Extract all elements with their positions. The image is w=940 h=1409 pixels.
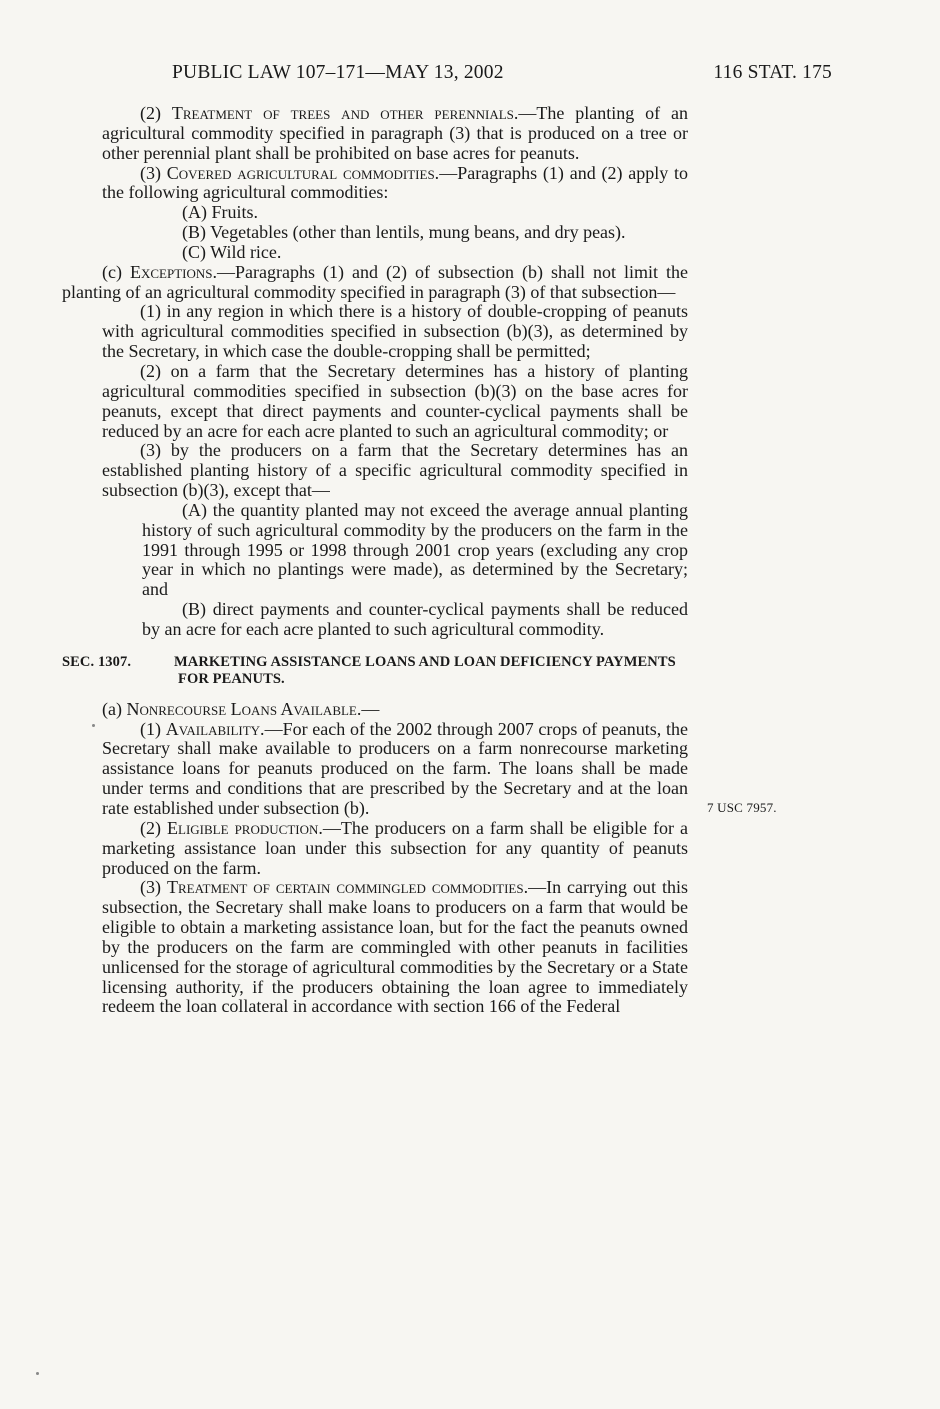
scan-speck <box>36 1372 39 1375</box>
subparagraph-b3-a: (A) Fruits. <box>182 202 258 223</box>
paragraph-b3: (3) Covered agricultural commodities.—Paragraphs (1) and (2) apply to the following agricultural commodities: <box>102 162 688 203</box>
paragraph-a3: (3) Treatment of certain commingled commodities.—In carrying out this subsection, the Secretary shall make loans to producers on a farm that would be eligible to obtain a marketing assistance loan, but for the fact the peanuts owned by the producers on the farm are commingled with other peanuts in facilities unlicensed for the storage of agricultural commodities by the Secretary or a State licensing authority, if the producers obtaining the loan agree to immediately redeem the loan collateral in accordance with section 166 of the Federal <box>102 877 688 1017</box>
paragraph-c2: (2) on a farm that the Secretary determines has a history of planting agricultural commodities specified in subsection (b)(3) on the base acres for peanuts, except that direct payments and counter-cyclical payments shall be reduced by an acre for each acre planted to such an agricultural commodity; or <box>102 360 688 441</box>
section-heading: SEC. 1307. MARKETING ASSISTANCE LOANS AND LOAN DEFICIENCY PAYMENTS FOR PEANUTS. <box>62 653 676 687</box>
margin-citation: 7 USC 7957. <box>707 800 777 815</box>
scan-speck <box>92 724 95 727</box>
subparagraph-c3-a: (A) the quantity planted may not exceed the average annual planting history of such agricultural commodity by the producers on the farm in the 1991 through 1995 or 1998 through 2001 crop years (excluding any crop year in which no plantings were made), as determined by the Secretary; and <box>142 499 688 600</box>
subparagraph-c3-b: (B) direct payments and counter-cyclical payments shall be reduced by an acre for each acre planted to such agricultural commodity. <box>142 599 688 639</box>
paragraph-c1: (1) in any region in which there is a history of double-cropping of peanuts with agricultural commodities specified in subsection (b)(3), as determined by the Secretary, in which case the double-cropping shall be permitted; <box>102 301 688 362</box>
law-text <box>62 104 688 1017</box>
header-statute-page: 116 STAT. 175 <box>713 62 832 83</box>
subsection-c: (c) Exceptions.—Paragraphs (1) and (2) of subsection (b) shall not limit the planting of an agricultural commodity specified in paragraph (3) of that subsection— <box>62 261 689 302</box>
paragraph-a2: (2) Eligible production.—The producers on a farm shall be eligible for a marketing assistance loan under this subsection for any quantity of peanuts produced on the farm. <box>102 817 688 878</box>
subsection-a: (a) Nonrecourse Loans Available.— <box>102 698 380 719</box>
subparagraph-b3-c: (C) Wild rice. <box>182 241 282 262</box>
header-law-date: PUBLIC LAW 107–171—MAY 13, 2002 <box>172 62 504 83</box>
subparagraph-b3-b: (B) Vegetables (other than lentils, mung beans, and dry peas). <box>182 222 626 243</box>
paragraph-b2: (2) Treatment of trees and other perennials.—The planting of an agricultural commodity specified in paragraph (3) that is produced on a tree or other perennial plant shall be prohibited on base acres for peanuts. <box>102 103 688 163</box>
paragraph-c3: (3) by the producers on a farm that the Secretary determines has an established planting history of a specific agricultural commodity specified in subsection (b)(3), except that— <box>102 440 688 501</box>
paragraph-a1: (1) Availability.—For each of the 2002 through 2007 crops of peanuts, the Secretary shall make available to producers on a farm nonrecourse marketing assistance loans for peanuts produced on the farm. The loans shall be made under terms and conditions that are prescribed by the Secretary and at the loan rate established under subsection (b). <box>102 718 688 818</box>
